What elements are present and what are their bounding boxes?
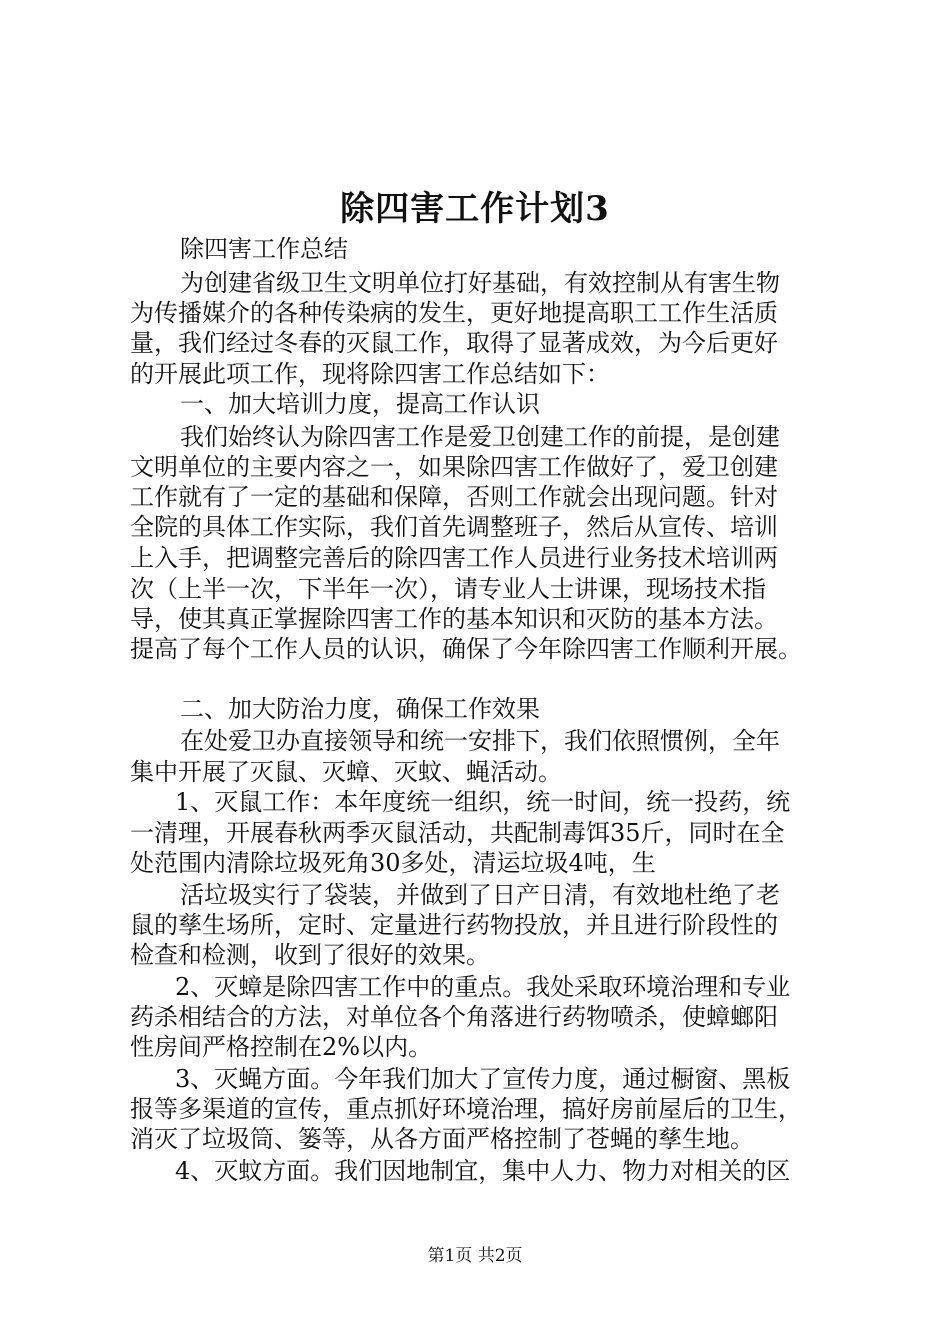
paragraph-line: 一清理，开展春秋两季灭鼠活动，共配制毒饵35斤，同时在全 xyxy=(130,819,785,847)
paragraph-line: 鼠的孳生场所，定时、定量进行药物投放，并且进行阶段性的 xyxy=(130,911,778,939)
paragraph-line: 导，使其真正掌握除四害工作的基本知识和灭防的基本方法。 xyxy=(130,605,778,633)
paragraph-line: 为创建省级卫生文明单位打好基础，有效控制从有害生物 xyxy=(180,269,780,297)
section-heading: 除四害工作总结 xyxy=(180,235,348,263)
paragraph-line: 2、灭蟑是除四害工作中的重点。我处采取环境治理和专业 xyxy=(175,973,791,1001)
paragraph-line: 为传播媒介的各种传染病的发生，更好地提高职工工作生活质 xyxy=(130,299,778,327)
paragraph-line: 提高了每个工作人员的认识，确保了今年除四害工作顺利开展。 xyxy=(130,635,802,663)
paragraph-line: 上入手，把调整完善后的除四害工作人员进行业务技术培训两 xyxy=(130,544,778,572)
paragraph-line: 报等多渠道的宣传，重点抓好环境治理，搞好房前屋后的卫生， xyxy=(130,1095,802,1123)
paragraph-line: 处范围内清除垃圾死角30多处，清运垃圾4吨，生 xyxy=(130,849,656,877)
paragraph-line: 4、灭蚊方面。我们因地制宜，集中人力、物力对相关的区 xyxy=(175,1157,791,1185)
paragraph-line: 在处爱卫办直接领导和统一安排下，我们依照惯例，全年 xyxy=(180,727,780,755)
page-number: 第1页 共2页 xyxy=(427,1246,523,1266)
paragraph-line: 文明单位的主要内容之一，如果除四害工作做好了，爱卫创建 xyxy=(130,453,778,481)
paragraph-line: 活垃圾实行了袋装，并做到了日产日清，有效地杜绝了老 xyxy=(180,881,780,909)
paragraph-line: 性房间严格控制在2%以内。 xyxy=(130,1033,433,1061)
paragraph-line: 1、灭鼠工作：本年度统一组织，统一时间，统一投药，统 xyxy=(175,788,791,816)
section-heading: 二、加大防治力度，确保工作效果 xyxy=(180,695,540,723)
paragraph-line: 3、灭蝇方面。今年我们加大了宣传力度，通过橱窗、黑板 xyxy=(175,1065,791,1093)
section-heading: 一、加大培训力度，提高工作认识 xyxy=(180,390,540,418)
document-title: 除四害工作计划3 xyxy=(340,189,610,229)
paragraph-line: 药杀相结合的方法，对单位各个角落进行药物喷杀，使蟑螂阳 xyxy=(130,1003,778,1031)
paragraph-line: 检查和检测，收到了很好的效果。 xyxy=(130,941,490,969)
paragraph-line: 次（上半一次，下半年一次），请专业人士讲课，现场技术指 xyxy=(130,575,766,603)
paragraph-line: 的开展此项工作，现将除四害工作总结如下： xyxy=(130,360,610,388)
paragraph-line: 消灭了垃圾筒、篓等，从各方面严格控制了苍蝇的孳生地。 xyxy=(130,1125,754,1153)
paragraph-line: 工作就有了一定的基础和保障，否则工作就会出现问题。针对 xyxy=(130,483,778,511)
paragraph-line: 全院的具体工作实际，我们首先调整班子，然后从宣传、培训 xyxy=(130,513,778,541)
paragraph-line: 我们始终认为除四害工作是爱卫创建工作的前提，是创建 xyxy=(180,423,780,451)
paragraph-line: 集中开展了灭鼠、灭蟑、灭蚊、蝇活动。 xyxy=(130,758,562,786)
paragraph-line: 量，我们经过冬春的灭鼠工作，取得了显著成效，为今后更好 xyxy=(130,329,778,357)
